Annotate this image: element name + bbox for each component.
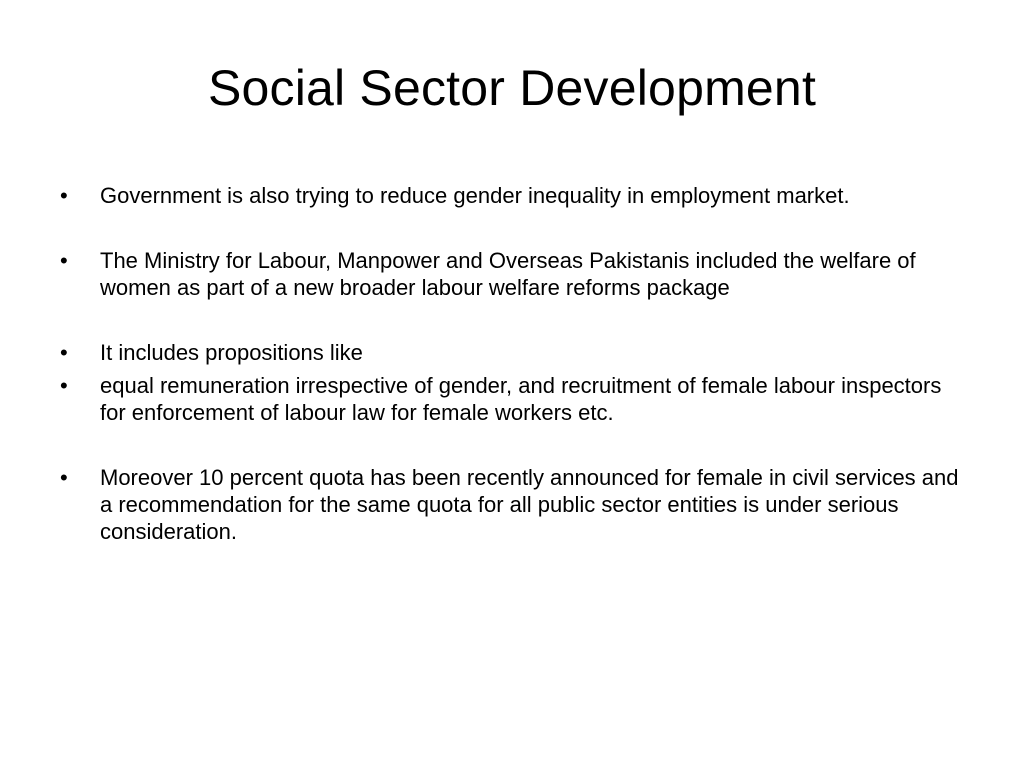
bullet-item (60, 247, 960, 301)
bullet-icon: • (60, 248, 68, 273)
slide-title: Social Sector Development (207, 60, 817, 116)
bullet-text: The Ministry for Labour, Manpower and Overseas Pakistanis included the welfare of women as part of a new broader labour welfare reforms package (100, 248, 916, 300)
bullet-icon: • (60, 340, 68, 365)
bullet-text: Moreover 10 percent quota has been recently announced for female in civil services and a recommendation for the same quota for all public sector entities is under serious consideration. (100, 465, 959, 544)
bullet-icon: • (60, 373, 68, 398)
bullet-list (60, 182, 960, 545)
bullet-icon: • (60, 465, 68, 490)
bullet-icon: • (60, 183, 68, 208)
bullet-item (60, 182, 960, 209)
bullet-item (60, 339, 960, 366)
bullet-item (60, 464, 960, 545)
bullet-text: equal remuneration irrespective of gender, and recruitment of female labour inspectors for enforcement of labour law for female workers etc. (100, 373, 942, 425)
bullet-text: Government is also trying to reduce gender inequality in employment market. (100, 183, 850, 208)
bullet-item (60, 372, 960, 426)
bullet-text: It includes propositions like (100, 340, 363, 365)
